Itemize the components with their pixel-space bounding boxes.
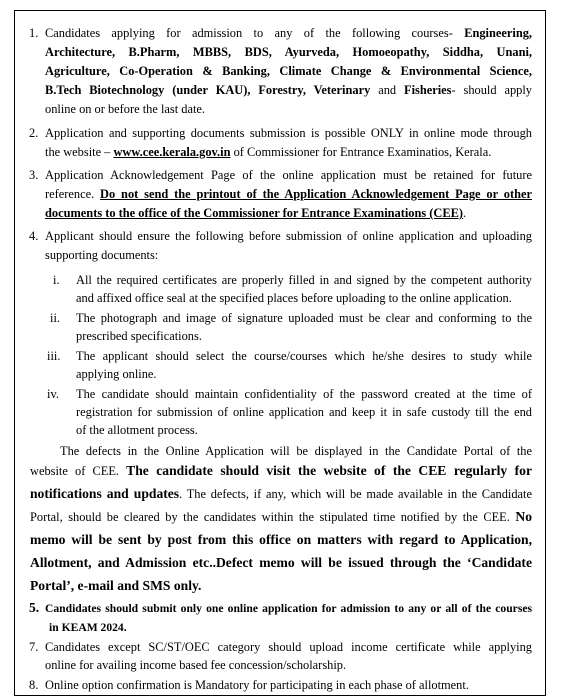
item-3-line-3: documents to the office of the Commissioner for Entrance Examinations (CEE). [45, 206, 467, 220]
sub-item-iv-line-2: registration for submission of online application and keep it in safe custody till the end [76, 405, 532, 419]
item-2-number: 2. [29, 126, 39, 140]
sub-item-iii-number: iii. [47, 349, 61, 363]
item-1-line-3: Agriculture, Co-Operation & Banking, Climate Change & Environmental Science, [45, 64, 532, 78]
item-5-number: 5. [29, 600, 40, 615]
sub-item-ii-number: ii. [50, 311, 60, 325]
item-3-line-2: reference. Do not send the printout of the Application Acknowledgement Page or other [45, 187, 532, 201]
item-1-line-5: online on or before the last date. [45, 102, 205, 116]
item-5-line-1: Candidates should submit only one online application for admission to any or all of the courses [45, 602, 532, 615]
item-1-number: 1. [29, 26, 39, 40]
item-5-line-2: in KEAM 2024. [49, 621, 127, 634]
item-1-line-1: Candidates applying for admission to any of the following courses- Engineering, [45, 26, 533, 40]
item-2-line-1: Application and supporting documents submission is possible ONLY in online mode through [45, 126, 532, 140]
defects-line-6: Allotment, and Admission etc..Defect memo will be issued through the ‘Candidate [30, 555, 532, 570]
item-3-line-1: Application Acknowledgement Page of the online application must be retained for future [45, 168, 532, 182]
defects-line-5: memo will be sent by post from this office on matters with regard to Application, [30, 532, 532, 547]
sub-item-iv-number: iv. [47, 387, 59, 401]
defects-line-7: Portal’, e-mail and SMS only. [30, 578, 202, 593]
sub-item-iv-line-3: of the allotment process. [76, 423, 198, 437]
defects-line-3: notifications and updates. The defects, if any, which will be made available in the Candidate [30, 486, 532, 501]
sub-item-ii-line-2: prescribed specifications. [76, 329, 202, 343]
item-7-line-1: Candidates except SC/ST/OEC category should upload income certificate while applying [45, 640, 532, 654]
item-4-line-2: supporting documents: [45, 248, 159, 262]
item-3-number: 3. [29, 168, 39, 182]
sub-item-iv-line-1: The candidate should maintain confidentiality of the password created at the time of [76, 387, 532, 401]
item-4-line-1: Applicant should ensure the following before submission of online application and uploading [45, 229, 532, 243]
sub-item-i-line-2: and affixed office seal at the specified places before uploading to the online application. [76, 291, 512, 305]
sub-item-iii-line-2: applying online. [76, 367, 157, 381]
sub-item-i-line-1: All the required certificates are properly filled in and signed by the competent authority [76, 273, 532, 287]
item-8-line-1: Online option confirmation is Mandatory for participating in each phase of allotment. [45, 678, 469, 692]
defects-line-1: The defects in the Online Application will be displayed in the Candidate Portal of the [60, 444, 532, 458]
sub-item-iii-line-1: The applicant should select the course/courses which he/she desires to study while [76, 349, 532, 363]
item-2-line-2: the website – www.cee.kerala.gov.in of Commissioner for Entrance Examinatios, Kerala. [45, 145, 492, 159]
defects-line-2: website of CEE. The candidate should visit the website of the CEE regularly for [30, 463, 532, 478]
item-4-number: 4. [29, 229, 39, 243]
item-1-line-2: Architecture, B.Pharm, MBBS, BDS, Ayurveda, Homoeopathy, Siddha, Unani, [45, 45, 532, 59]
item-7-number: 7. [29, 640, 39, 654]
item-7-line-2: online for availing income based fee concession/scholarship. [45, 658, 347, 672]
sub-item-i-number: i. [53, 273, 60, 287]
item-8-number: 8. [29, 678, 39, 692]
sub-item-ii-line-1: The photograph and image of signature uploaded must be clear and conforming to the [76, 311, 532, 325]
item-1-line-4: B.Tech Biotechnology (under KAU), Forestry, Veterinary and Fisheries- should apply [45, 83, 533, 97]
cee-website-link[interactable]: www.cee.kerala.gov.in [113, 145, 231, 159]
defects-line-4: Portal, should be cleared by the candidates within the stipulated time notified by the CEE. No [30, 509, 532, 524]
